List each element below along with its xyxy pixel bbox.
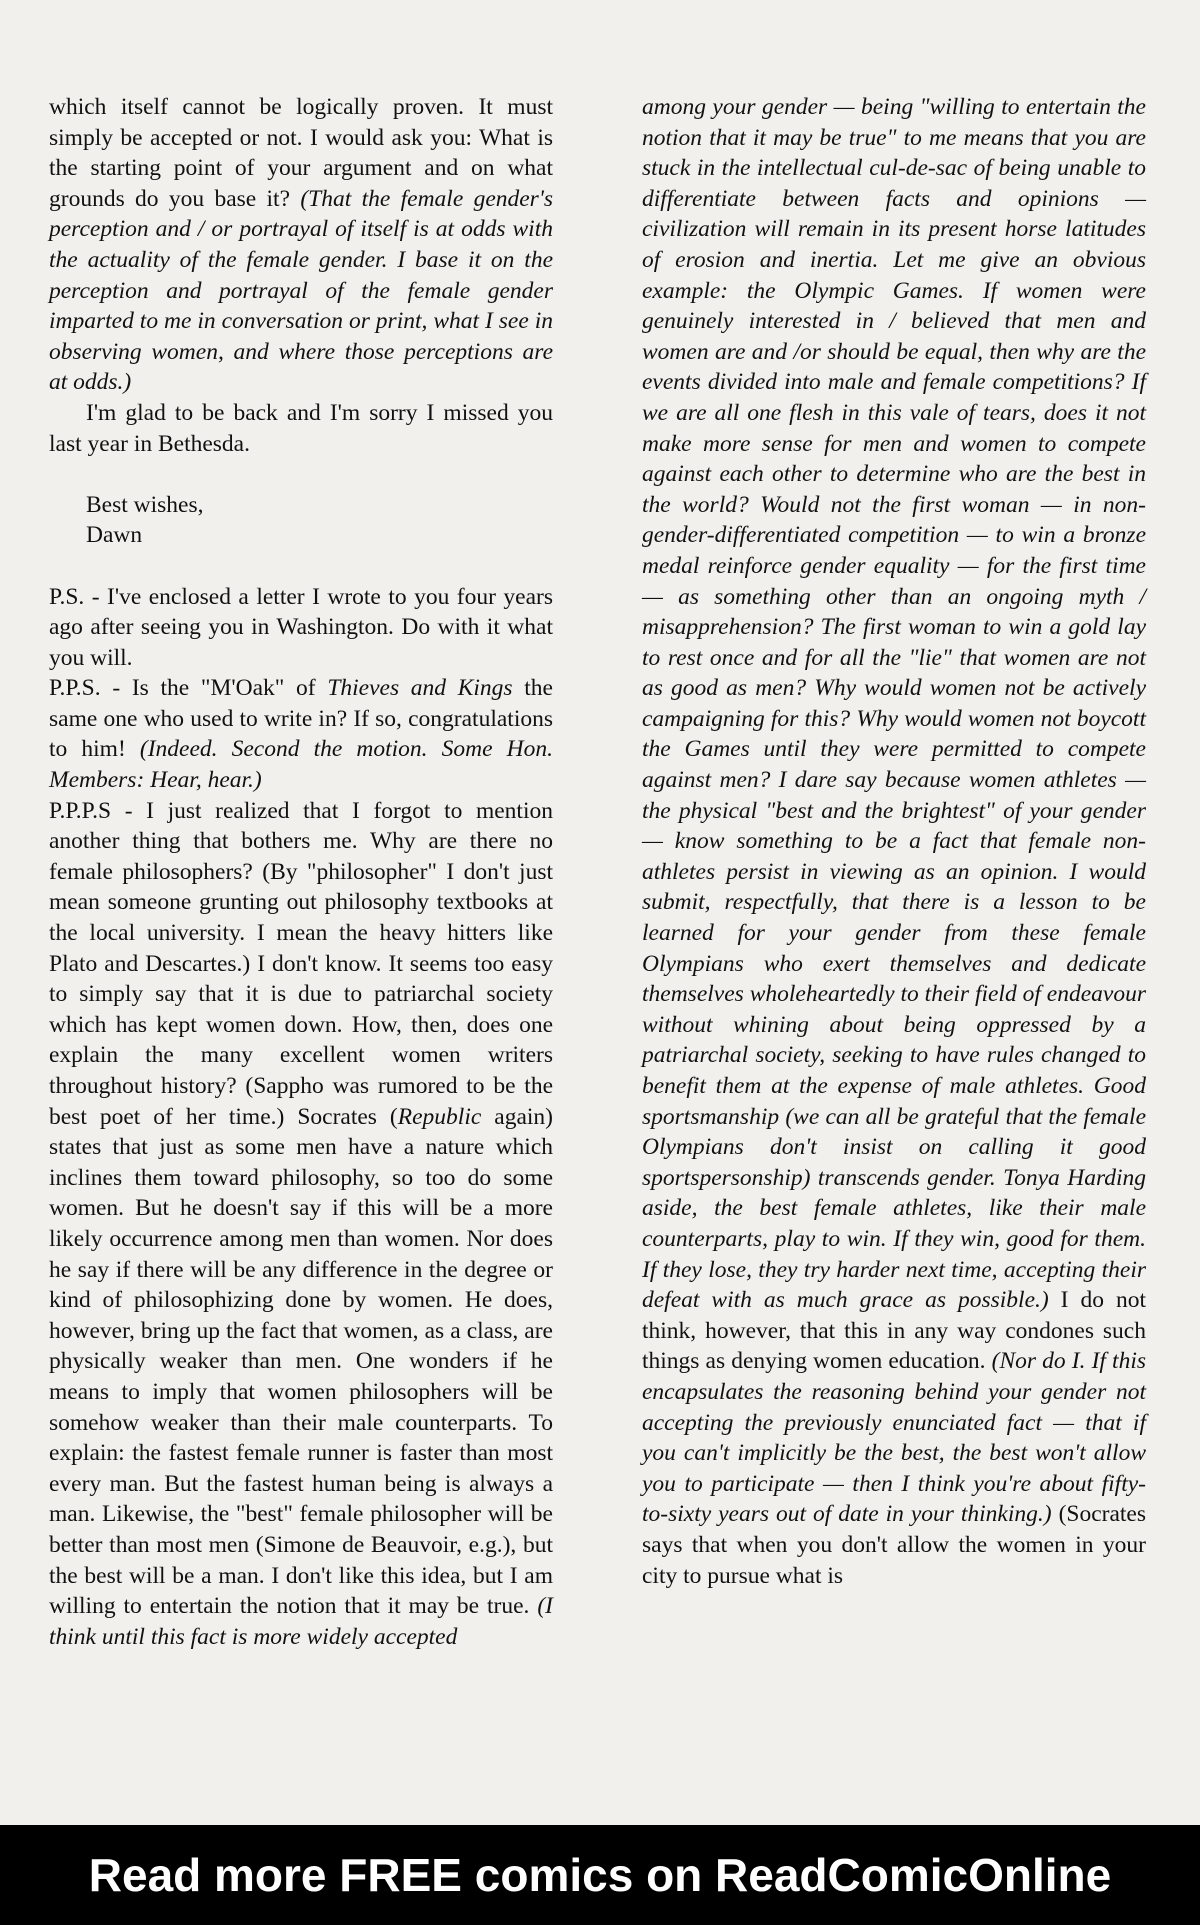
promo-banner[interactable] [0,1825,1200,1925]
editor-reply: (Nor do I. If this encapsulates the reasoning behind your gender not accepting the previously enunciated fact — that if you can't implicitly be the best, the best won't allow you to participate — then I think you're about fifty-to-sixty years out of date in your thinking.) [642,1348,1146,1528]
letter-paragraph-2: I'm glad to be back and I'm sorry I missed you last year in Bethesda. [49,399,553,457]
postscript-3 [49,796,553,1653]
editor-reply: (That the female gender's perception and / or portrayal of itself is at odds with the actuality of the female gender. I base it on the perception and portrayal of the female gender imparted to me in conversation or print, what I see in observing women, and where those perceptions are at odds.) [49,185,553,396]
postscript-2-text-cont: the same one who used to write in? If so, congratulations to him! [49,675,553,763]
letter-text: which itself cannot be logically proven. It must simply be accepted or not. I would ask you: What is the starting point of your argument and on what grounds do you base it? [49,94,553,212]
editor-reply: among your gender — being "willing to entertain the notion that it may be true" to me means that you are stuck in the intellectual cul-de-sac of being unable to differentiate between facts and opinions — civilization will remain in its present horse latitudes of erosion and inertia. Let me give an obvious example: the Olympic Games. If women were genuinely interested in / believed that men and women are and /or should be equal, then why are the events divided into male and female competitions? If we are all one flesh in this vale of tears, does it not make more sense for men and women to compete against each other to determine who are the best in the world? Would not the first woman — in non-gender-differentiated competition — to win a bronze medal reinforce gender equality — for the first time — as something other than an ongoing myth / misapprehension? The first woman to win a gold lay to rest once and for all the "lie" that women are not as good as men? Why would women not be actively campaigning for this? Why would women not boycott the Games until they were permitted to compete against men? I dare say because women athletes — the physical "best and the brightest" of your gender — know something to be a fact that female non-athletes persist in viewing as an opinion. I would submit, respectfully, that there is a lesson to be learned for your gender from these female Olympians who exert themselves and dedicate themselves wholeheartedly to their field of endeavour without whining about being oppressed by a patriarchal society, seeking to have rules changed to benefit them at the expense of male athletes. Good sportsmanship (we can all be grateful that the female Olympians don't insist on calling it good sportspersonship) transcends gender. Tonya Harding aside, the best female athletes, like their male counterparts, play to win. If they win, good for them. If they lose, they try harder next time, accepting their defeat with as much grace as possible.) [642,94,1146,1314]
right-paragraph [642,92,1146,1591]
left-column [49,92,553,1652]
book-title: Republic [397,1103,482,1130]
right-column [642,92,1146,1591]
comic-title: Thieves and Kings [327,675,513,702]
promo-banner-text[interactable]: Read more FREE comics on ReadComicOnline [88,1849,1112,1901]
spacer [49,459,553,490]
letter-signature: Dawn [86,522,143,549]
postscript: P.S. - I've enclosed a letter I wrote to you four years ago after seeing you in Washington. Do with it what you will. [49,583,553,671]
letter-paragraph-1 [49,92,553,398]
postscript-2-text: P.P.S. - Is the "M'Oak" of [49,675,328,702]
letter-text: I do not think, however, that this in any way condones such things as denying women education. [642,1287,1146,1375]
postscript-3-text-cont: again) states that just as some men have a nature which inclines them toward philosophy, so too do some women. But he doesn't say if this will be a more likely occurrence among men than women. Nor does he say if there will be any difference in the degree or kind of philosophizing done by women. He does, however, bring up the fact that women, as a class, are physically weaker than men. One wonders if he means to imply that women philosophers will be somehow weaker than their male counterparts. To explain: the fastest female runner is faster than most every man. But the fastest human being is always a man. Likewise, the "best" female philosopher will be better than most men (Simone de Beauvoir, e.g.), but the best will be a man. I don't like this idea, but I am willing to entertain the notion that it may be true. [49,1103,553,1620]
postscript-3-text: P.P.P.S - I just realized that I forgot to mention another thing that bothers me. Why are there no female philosophers? (By "philosopher" I don't just mean someone grunting out philosophy textbooks at the local university. I mean the heavy hitters like Plato and Descartes.) I don't know. It seems too easy to simply say that it is due to patriarchal society which has kept women down. How, then, does one explain the many excellent women writers throughout history? (Sappho was rumored to be the best poet of her time.) Socrates ( [49,797,553,1130]
editor-reply: (I think until this fact is more widely accepted [49,1593,553,1650]
editor-reply: (Indeed. Second the motion. Some Hon. Members: Hear, hear.) [49,736,553,794]
postscript-2 [49,673,553,795]
letter-text: (Socrates says that when you don't allow the women in your city to pursue what is [642,1501,1147,1589]
letter-closing: Best wishes, [86,491,204,518]
spacer [49,551,553,582]
